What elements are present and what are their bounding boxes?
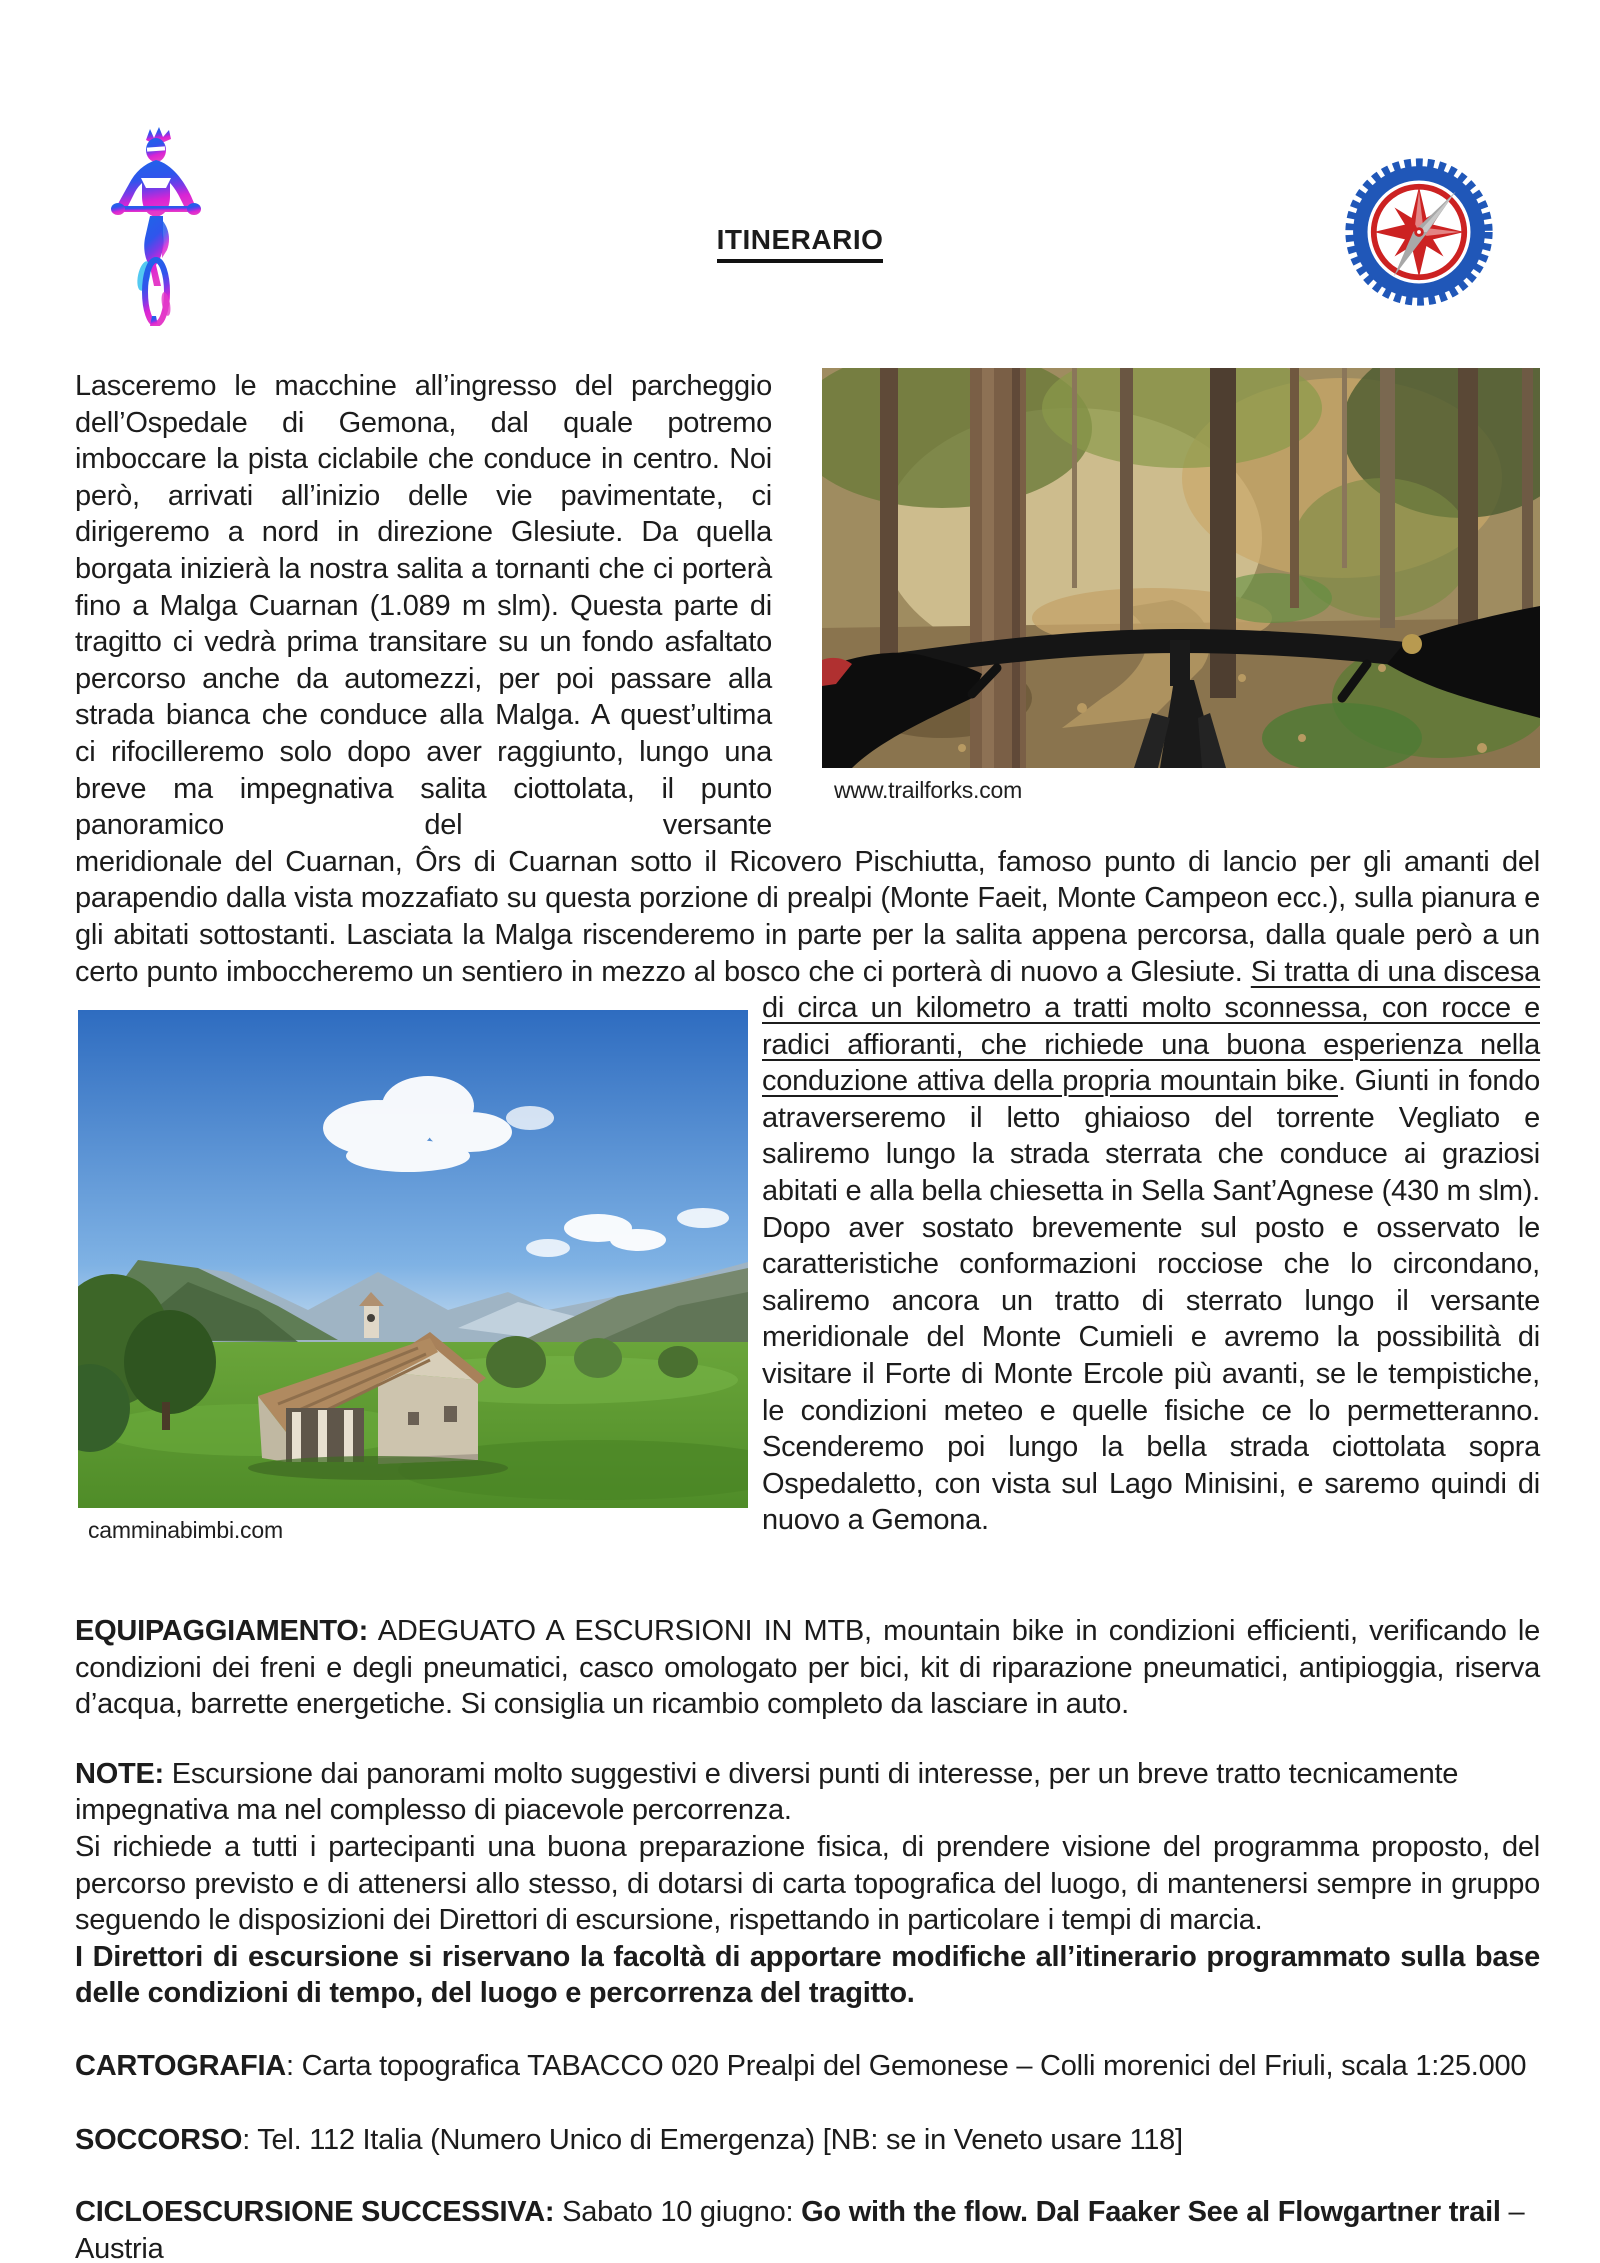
intro-block bbox=[75, 368, 1540, 844]
notes-section bbox=[75, 1756, 1540, 2012]
main-paragraph-underlined: Si tratta di una discesa bbox=[1250, 955, 1540, 988]
next-excursion-suffix: – Austria bbox=[75, 2196, 1525, 2263]
bike-wheel-compass-logo bbox=[1342, 152, 1496, 312]
chapel-photo-caption: camminabimbi.com bbox=[88, 1517, 283, 1544]
equipment-label: EQUIPAGGIAMENTO: bbox=[75, 1615, 368, 1648]
notes-intro-text: Escursione dai panorami molto suggestivi e diversi punti di interesse, per un breve tratto tecnicamente impegnativa ma nel complesso di piacevole percorrenza. bbox=[75, 1757, 1459, 1827]
equipment-section bbox=[75, 1613, 1540, 1723]
intro-paragraph: Lasceremo le macchine all’ingresso del parcheggio dell’Ospedale di Gemona, dal quale potremo imboccare la pista ciclabile che conduce in centro. Noi però, arrivati all’inizio delle vie pavimentate, ci dirigeremo a nord in direzione Glesiute. Da quella borgata inizierà la nostra salita a tornanti che ci porterà fino a Malga Cuarnan (1.089 m slm). Questa parte di tragitto ci vedrà prima transitare su un fondo asfaltato percorso anche da automezzi, per poi passare alla strada bianca che conduce alla Malga. A quest’ultima ci rifocilleremo solo dopo aver raggiunto, lungo una breve ma impegnativa salita ciottolata, il punto panoramico del versante bbox=[75, 370, 772, 842]
chapel-photo-illustration bbox=[78, 1010, 748, 1508]
cartography-label: CARTOGRAFIA bbox=[75, 2050, 286, 2083]
descent-paragraph-underlined: di circa un kilometro a tratti molto sconnessa, con rocce e radici affioranti, che richiede una buona esperienza nella conduzione attiva della propria mountain bike bbox=[762, 992, 1540, 1098]
descent-paragraph-text: . Giunti in fondo atraverseremo il letto ghiaioso del torrente Vegliato e saliremo lungo la strada sterrata che conduce ai graziosi abitati e alla bella chiesetta in Sella Sant’Agnese (430 m slm). Dopo aver sostato brevemente sul posto e osservato le caratteristiche conformazioni rocciose che lo circondano, saliremo ancora un tratto di sterrato lungo il versante meridionale del Monte Cumieli e avremo la possibilità di visitare il Forte di Monte Ercole più avanti, se le tempistiche, le condizioni meteo e quelle fisiche ce lo permetteranno. Scenderemo poi lungo la bella strada ciottolata sopra Ospedaletto, con vista sul Lago Minisini, e saremo quindi di nuovo a Gemona. bbox=[762, 1065, 1540, 1537]
main-paragraph-text: meridionale del Cuarnan, Ôrs di Cuarnan sotto il Ricovero Pischiutta, famoso punto di lancio per gli amanti del parapendio dalla vista mozzafiato su questa porzione di prealpi (Monte Faeit, Monte Campeon ecc.), sulla pianura e gli abitati sottostanti. Lasciata la Malga riscenderemo in parte per la salita appena percorsa, dalla quale però a un certo punto imboccheremo un sentiero in mezzo al bosco che ci porterà di nuovo a Glesiute. bbox=[75, 845, 1540, 988]
descent-paragraph bbox=[762, 990, 1540, 1544]
next-excursion-section bbox=[75, 2194, 1540, 2263]
trail-photo bbox=[822, 368, 1540, 844]
next-excursion-label: CICLOESCURSIONE SUCCESSIVA: bbox=[75, 2196, 555, 2229]
cartography-section bbox=[75, 2048, 1540, 2085]
main-paragraph bbox=[75, 844, 1540, 990]
notes-label: NOTE: bbox=[75, 1757, 164, 1790]
page-title-text: ITINERARIO bbox=[717, 224, 884, 263]
rescue-label: SOCCORSO bbox=[75, 2123, 243, 2156]
notes-bold-statement: I Direttori di escursione si riservano la facoltà di apportare modifiche all’itinerario programmato sulla base delle condizioni di tempo, del luogo e percorrenza del tragitto. bbox=[75, 1940, 1540, 2010]
chapel-photo bbox=[78, 1010, 748, 1544]
descent-block bbox=[75, 990, 1540, 1544]
document-content bbox=[75, 368, 1540, 2263]
rescue-text: : Tel. 112 Italia (Numero Unico di Emergenza) [NB: se in Veneto usare 118] bbox=[242, 2123, 1183, 2156]
notes-intro bbox=[75, 1756, 1540, 1829]
rescue-section bbox=[75, 2122, 1540, 2159]
equipment-text: ADEGUATO A ESCURSIONI IN MTB, mountain bike in condizioni efficienti, verificando le condizioni dei freni e degli pneumatici, casco omologato per bici, kit di riparazione pneumatici, antipioggia, riserva d’acqua, barrette energetiche. Si consiglia un ricambio completo da lasciare in auto. bbox=[75, 1615, 1540, 1721]
compass-wheel bbox=[1350, 163, 1489, 302]
next-excursion-date: Sabato 10 giugno: bbox=[554, 2196, 802, 2229]
cartography-text: : Carta topografica TABACCO 020 Prealpi del Gemonese – Colli morenici del Friuli, scala 1:25.000 bbox=[285, 2050, 1527, 2083]
trail-photo-caption: www.trailforks.com bbox=[834, 777, 1023, 803]
next-excursion-title: Go with the flow. Dal Faaker See al Flowgartner trail bbox=[801, 2196, 1501, 2229]
notes-body: Si richiede a tutti i partecipanti una buona preparazione fisica, di prendere visione del programma proposto, del percorso previsto e di attenersi allo stesso, di dotarsi di carta topografica del luogo, di mantenersi sempre in gruppo seguendo le disposizioni dei Direttori di escursione, rispettando in particolare i tempi di marcia. bbox=[75, 1831, 1540, 1937]
trail-photo-illustration bbox=[822, 368, 1540, 768]
